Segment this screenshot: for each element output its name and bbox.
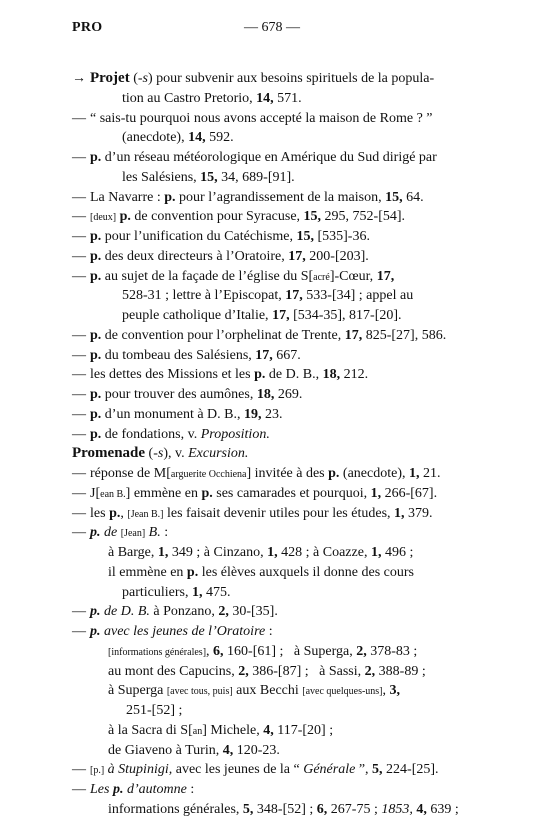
- index-continuation: [72, 642, 484, 662]
- entry-text: p. pour l’unification du Catéchisme, 15, [535]-36.: [90, 229, 370, 244]
- entry-dash: —: [72, 268, 86, 284]
- index-entry: [72, 385, 484, 405]
- index-continuation: [72, 721, 484, 741]
- entry-text: La Navarre : p. pour l’agrandissement de la maison, 15, 64.: [90, 189, 424, 205]
- entry-text: J[ean B.] emmène en p. ses camarades et pourquoi, 1, 266-[67].: [90, 485, 438, 501]
- index-continuation: [72, 701, 484, 721]
- entry-text: p. au sujet de la façade de l’église du S[acré]-Cœur, 17,: [90, 268, 395, 284]
- entry-text: Projet (-s) pour subvenir aux besoins spirituels de la popula-: [90, 70, 435, 86]
- entry-dash: —: [72, 150, 86, 165]
- index-entry: [72, 109, 484, 129]
- entry-dash: —: [72, 367, 86, 383]
- entry-text: Les p. d’automne :: [90, 782, 195, 797]
- index-heading: [72, 444, 484, 464]
- index-entry: [72, 405, 484, 425]
- entry-text: p. de convention pour l’orphelinat de Trente, 17, 825-[27], 586.: [90, 327, 447, 343]
- index-continuation: [72, 286, 484, 306]
- index-continuation: [72, 563, 484, 583]
- index-entries: [72, 69, 484, 820]
- entry-dash: —: [72, 229, 86, 244]
- index-entry: [72, 622, 484, 642]
- index-continuation: [72, 583, 484, 603]
- index-entry: [72, 69, 484, 89]
- entry-text: au mont des Capucins, 2, 386-[87] ; à Sassi, 2, 388-89 ;: [108, 663, 426, 679]
- entry-dash: —: [72, 327, 86, 343]
- index-continuation: [72, 681, 484, 701]
- entry-text: peuple catholique d’Italie, 17, [534-35], 817-[20].: [122, 308, 402, 323]
- entry-text: [deux] p. de convention pour Syracuse, 15, 295, 752-[54].: [90, 209, 406, 225]
- entry-dash: —: [72, 624, 86, 639]
- index-entry: [72, 504, 484, 524]
- index-entry: [72, 760, 484, 780]
- index-entry: [72, 484, 484, 504]
- entry-text: à Barge, 1, 349 ; à Cinzano, 1, 428 ; à Coazze, 1, 496 ;: [108, 545, 414, 560]
- entry-dash: —: [72, 782, 86, 797]
- index-entry: [72, 464, 484, 484]
- entry-text: Promenade (-s), v. Excursion.: [72, 445, 249, 462]
- entry-text: les dettes des Missions et les p. de D. B., 18, 212.: [90, 367, 369, 383]
- index-entry: [72, 188, 484, 208]
- index-continuation: [72, 543, 484, 563]
- entry-text: p. de fondations, v. Proposition.: [90, 426, 270, 442]
- entry-text: [p.] à Stupinigi, avec les jeunes de la “ Générale ”, 5, 224-[25].: [90, 762, 439, 778]
- entry-dash: —: [72, 426, 86, 442]
- entry-text: [informations générales], 6, 160-[61] ; à Superga, 2, 378-83 ;: [108, 643, 418, 659]
- entry-text: p. des deux directeurs à l’Oratoire, 17, 200-[203].: [90, 248, 369, 264]
- index-entry: [72, 523, 484, 543]
- index-entry: [72, 346, 484, 366]
- entry-text: p. d’un monument à D. B., 19, 23.: [90, 406, 283, 422]
- entry-text: p. avec les jeunes de l’Oratoire :: [90, 624, 273, 639]
- entry-dash: —: [72, 406, 86, 422]
- entry-dash: —: [72, 387, 86, 402]
- entry-text: p. de D. B. à Ponzano, 2, 30-[35].: [90, 604, 278, 620]
- index-entry: [72, 780, 484, 800]
- entry-text: (anecdote), 14, 592.: [122, 130, 234, 146]
- entry-text: 528-31 ; lettre à l’Episcopat, 17, 533-[34] ; appel au: [122, 288, 414, 304]
- entry-text: tion au Castro Pretorio, 14, 571.: [122, 90, 302, 106]
- entry-dash: —: [72, 110, 86, 126]
- entry-text: réponse de M[arguerite Occhiena] invitée à des p. (anecdote), 1, 21.: [90, 466, 441, 481]
- entry-dash: —: [72, 485, 86, 501]
- entry-text: “ sais-tu pourquoi nous avons accepté la maison de Rome ? ”: [90, 110, 433, 126]
- entry-dash: —: [72, 347, 86, 363]
- entry-dash: —: [72, 604, 86, 620]
- entry-text: p. du tombeau des Salésiens, 17, 667.: [90, 347, 301, 363]
- running-header: PRO: [72, 20, 103, 35]
- index-entry: [72, 227, 484, 247]
- entry-dash: —: [72, 189, 86, 205]
- index-entry: [72, 148, 484, 168]
- entry-dash: —: [72, 525, 86, 541]
- index-entry: [72, 365, 484, 385]
- entry-text: il emmène en p. les élèves auxquels il donne des cours: [108, 564, 414, 580]
- entry-text: p. pour trouver des aumônes, 18, 269.: [90, 387, 303, 402]
- index-continuation: [72, 306, 484, 326]
- index-entry: [72, 207, 484, 227]
- index-continuation: [72, 662, 484, 682]
- entry-text: de Giaveno à Turin, 4, 120-23.: [108, 742, 280, 758]
- index-continuation: [72, 741, 484, 761]
- entry-text: p. de [Jean] B. :: [90, 525, 169, 541]
- entry-text: à la Sacra di S[an] Michele, 4, 117-[20] ;: [108, 722, 334, 738]
- index-entry: [72, 267, 484, 287]
- entry-dash: —: [72, 466, 86, 481]
- entry-text: les Salésiens, 15, 34, 689-[91].: [122, 169, 295, 185]
- entry-dash: —: [72, 762, 86, 778]
- index-entry: [72, 425, 484, 445]
- entry-text: particuliers, 1, 475.: [122, 584, 231, 600]
- index-continuation: [72, 168, 484, 188]
- entry-text: informations générales, 5, 348-[52] ; 6, 267-75 ; 1853, 4, 639 ;: [108, 801, 459, 817]
- entry-text: p. d’un réseau météorologique en Amérique du Sud dirigé par: [90, 150, 437, 165]
- index-continuation: [72, 89, 484, 109]
- index-entry: [72, 326, 484, 346]
- arrow-marker: →: [72, 71, 86, 86]
- entry-dash: —: [72, 505, 86, 521]
- index-entry: [72, 247, 484, 267]
- entry-text: les p., [Jean B.] les faisait devenir utiles pour les études, 1, 379.: [90, 505, 433, 521]
- entry-text: à Superga [avec tous, puis] aux Becchi [avec quelques-uns], 3,: [108, 683, 401, 699]
- entry-text: 251-[52] ;: [126, 703, 183, 718]
- index-continuation: [72, 800, 484, 820]
- index-entry: [72, 602, 484, 622]
- page-number: — 678 —: [244, 20, 300, 35]
- entry-dash: —: [72, 209, 86, 225]
- entry-dash: —: [72, 248, 86, 264]
- index-continuation: [72, 128, 484, 148]
